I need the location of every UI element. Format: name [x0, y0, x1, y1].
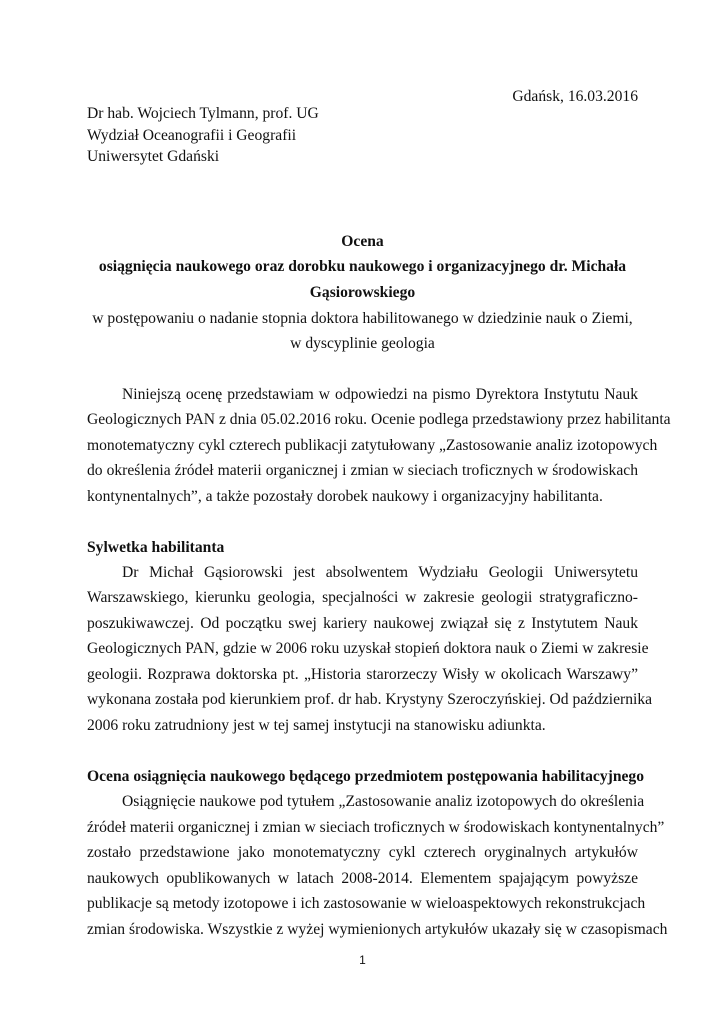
subtitle-line: w postępowaniu o nadanie stopnia doktora habilitowanego w dziedzinie nauk o Ziemi,: [92, 310, 633, 327]
sender-faculty: Wydział Oceanografii i Geografii: [87, 127, 297, 144]
sender-university: Uniwersytet Gdański: [87, 148, 220, 165]
title-line: Ocena: [341, 233, 384, 250]
paragraph-line: Warszawskiego, kierunku geologia, specjalności w zakresie geologii stratygraficzno-: [87, 589, 638, 606]
paragraph-line: Geologicznych PAN, gdzie w 2006 roku uzyskał stopień doktora nauk o Ziemi w zakresie: [87, 640, 649, 657]
paragraph-line: 2006 roku zatrudniony jest w tej samej instytucji na stanowisku adiunkta.: [87, 717, 546, 734]
paragraph-line: wykonana została pod kierunkiem prof. dr hab. Krystyny Szeroczyńskiej. Od października: [87, 691, 653, 708]
intro-line: kontynentalnych”, a także pozostały dorobek naukowy i organizacyjny habilitanta.: [87, 488, 603, 505]
subtitle-line: w dyscyplinie geologia: [290, 335, 435, 352]
paragraph-line: źródeł materii organicznej i zmian w sieciach troficznych w środowiskach kontynentalnych”: [87, 819, 665, 836]
page-number: 1: [359, 953, 366, 967]
paragraph-line: zostało przedstawione jako monotematyczny cykl czterech oryginalnych artykułów: [87, 844, 638, 861]
section-heading: Ocena osiągnięcia naukowego będącego przedmiotem postępowania habilitacyjnego: [87, 768, 645, 785]
title-line: Gąsiorowskiego: [309, 284, 416, 301]
paragraph-line: Dr Michał Gąsiorowski jest absolwentem Wydziału Geologii Uniwersytetu: [122, 564, 638, 581]
intro-line: Geologicznych PAN z dnia 05.02.2016 roku. Ocenie podlega przedstawiony przez habilitanta: [87, 411, 671, 428]
intro-line: Niniejszą ocenę przedstawiam w odpowiedzi na pismo Dyrektora Instytutu Nauk: [122, 386, 638, 403]
place-date: Gdańsk, 16.03.2016: [512, 88, 638, 105]
paragraph-line: naukowych opublikowanych w latach 2008-2014. Elementem spajającym powyższe: [87, 870, 638, 887]
paragraph-line: publikacje są metody izotopowe i ich zastosowanie w wieloaspektowych rekonstrukcjach: [87, 895, 646, 912]
paragraph-line: Osiągnięcie naukowe pod tytułem „Zastosowanie analiz izotopowych do określenia: [122, 793, 645, 810]
section-heading: Sylwetka habilitanta: [87, 539, 225, 556]
paragraph-line: poszukiwawczej. Od początku swej kariery naukowej związał się z Instytutem Nauk: [87, 615, 638, 632]
title-line: osiągnięcia naukowego oraz dorobku naukowego i organizacyjnego dr. Michała: [98, 258, 627, 275]
intro-line: monotematyczny cykl czterech publikacji zatytułowany „Zastosowanie analiz izotopowych: [87, 437, 658, 454]
intro-line: do określenia źródeł materii organicznej i zmian w sieciach troficznych w środowiskach: [87, 462, 638, 479]
paragraph-line: zmian środowiska. Wszystkie z wyżej wymienionych artykułów ukazały się w czasopismach: [87, 921, 668, 938]
paragraph-line: geologii. Rozprawa doktorska pt. „Historia starorzeczy Wisły w okolicach Warszawy”: [87, 666, 638, 683]
sender-name: Dr hab. Wojciech Tylmann, prof. UG: [87, 105, 319, 122]
